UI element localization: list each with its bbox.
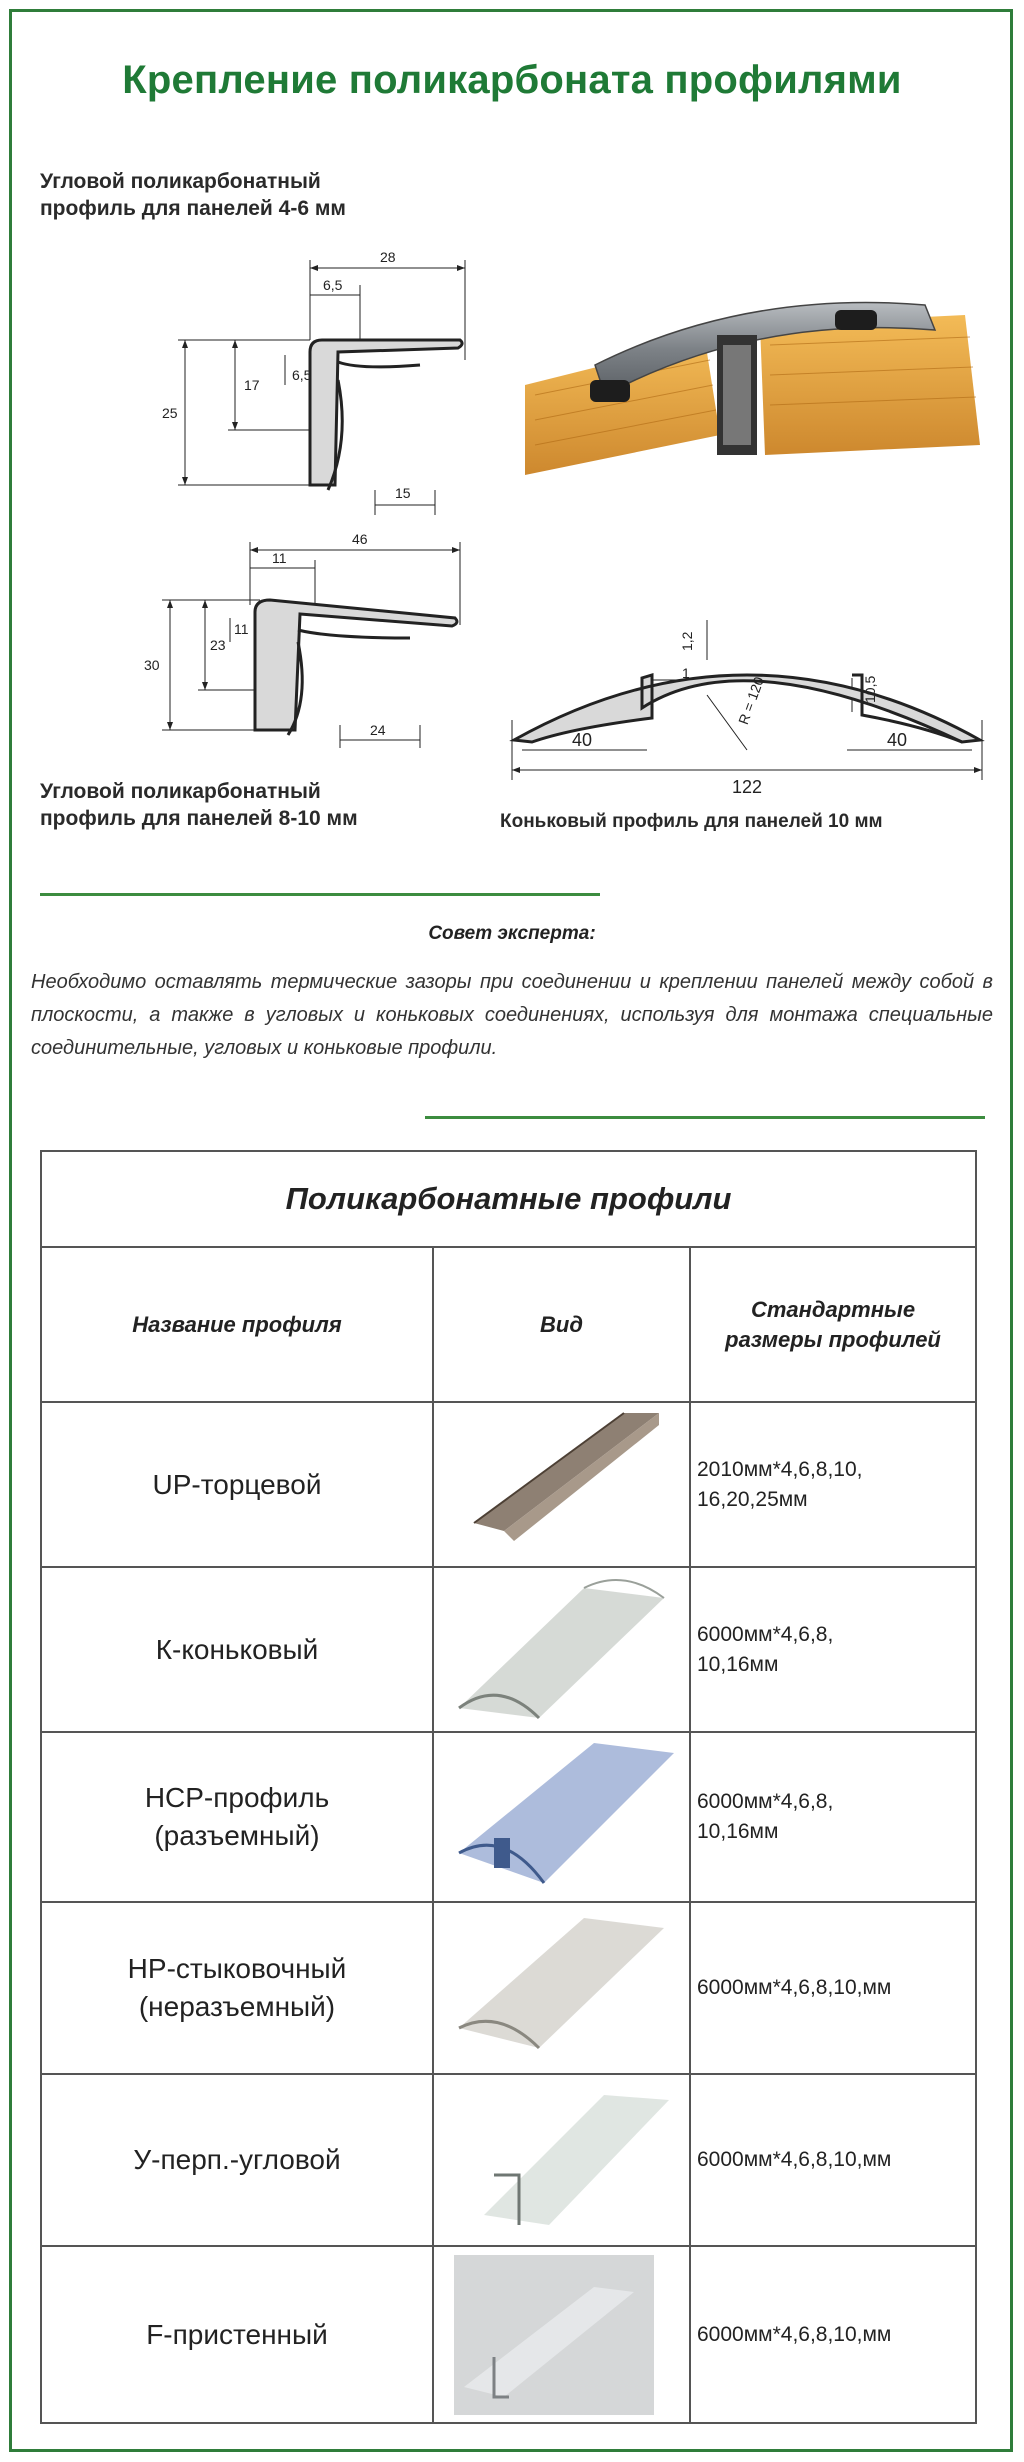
profile-name-line1: F-пристенный xyxy=(146,2318,328,2350)
dim-40-right: 40 xyxy=(887,730,908,750)
tip-heading: Совет эксперта: xyxy=(428,923,596,944)
profile-name xyxy=(42,1403,432,1566)
header-sizes-line2: размеры профилей xyxy=(725,1326,941,1352)
profile-image xyxy=(434,2075,689,2245)
profile-size xyxy=(697,2247,975,2422)
dim-46: 46 xyxy=(352,531,368,547)
profile-name-line1: UP-торцевой xyxy=(152,1468,322,1500)
table-body xyxy=(42,1403,975,2422)
profile-size xyxy=(697,1403,975,1566)
dim-1: 1 xyxy=(682,665,690,681)
profile-name-line2: (неразъемный) xyxy=(138,1991,336,2022)
profile-size xyxy=(697,2075,975,2245)
dim-24: 24 xyxy=(370,722,386,738)
profile-image xyxy=(434,1903,689,2073)
profile-name-line2: (разъемный) xyxy=(154,1820,320,1851)
profile-size-line1: 6000мм*4,6,8,10,мм xyxy=(697,2322,892,2346)
profile-name-line1: HCP-профиль xyxy=(144,1782,330,1813)
profile-size-line2: 10,16мм xyxy=(697,1652,779,1676)
dim-6-5-top: 6,5 xyxy=(323,277,343,293)
corner-small-caption-line1: Угловой поликарбонатный xyxy=(40,170,321,193)
profile-name-line1: HP-стыковочный xyxy=(127,1953,347,1984)
hp-profile-image xyxy=(434,1903,689,2075)
dim-1-2: 1,2 xyxy=(679,631,695,651)
profiles-table xyxy=(40,1150,977,2424)
ridge-profile-image xyxy=(434,1568,689,1733)
profile-name-line1: У-перп.-угловой xyxy=(133,2144,341,2175)
dim-15: 15 xyxy=(395,485,411,501)
profile-size xyxy=(697,1733,975,1901)
profile-size-line2: 10,16мм xyxy=(697,1820,779,1843)
corner-small-caption xyxy=(40,168,346,222)
table-row xyxy=(42,2247,975,2422)
corner-small-drawing xyxy=(160,240,490,530)
hcp-profile-image xyxy=(434,1733,689,1903)
profile-size xyxy=(697,1903,975,2073)
profile-size-line1: 6000мм*4,6,8, xyxy=(697,1622,834,1646)
dim-r-120: R = 120 xyxy=(735,674,767,727)
profile-name xyxy=(42,2247,432,2422)
header-name: Название профиля xyxy=(42,1248,432,1403)
table-row xyxy=(42,1903,975,2075)
profile-image xyxy=(434,2247,689,2422)
profile-name xyxy=(42,1733,432,1901)
profile-image xyxy=(434,1568,689,1731)
dim-23: 23 xyxy=(210,637,226,653)
dim-6-5-inner: 6,5 xyxy=(292,367,312,383)
profile-size-line1: 2010мм*4,6,8,10, xyxy=(697,1457,863,1481)
profile-name xyxy=(42,1568,432,1731)
header-sizes-line1: Стандартные xyxy=(750,1296,916,1322)
corner-small-caption-line2: профиль для панелей 4-6 мм xyxy=(40,197,346,220)
table-row xyxy=(42,1403,975,1568)
corner-large-caption-line2: профиль для панелей 8-10 мм xyxy=(40,807,358,830)
profile-size xyxy=(697,1568,975,1731)
profile-name xyxy=(42,2075,432,2245)
dim-40-left: 40 xyxy=(572,730,593,750)
profile-name-line1: К-коньковый xyxy=(155,1633,319,1665)
profile-size-line1: 6000мм*4,6,8, xyxy=(697,1790,834,1813)
corner-profile-image xyxy=(434,2075,689,2247)
dim-10-5: 10,5 xyxy=(862,675,878,703)
divider-top xyxy=(40,893,600,896)
dim-11-top: 11 xyxy=(272,550,287,566)
ridge-profile-drawing xyxy=(492,600,1002,800)
table-title: Поликарбонатные профили xyxy=(42,1152,975,1248)
profile-image xyxy=(434,1403,689,1566)
header-sizes xyxy=(691,1248,975,1403)
ridge-profile-photo xyxy=(505,285,985,500)
header-view: Вид xyxy=(434,1248,689,1403)
dim-30: 30 xyxy=(144,657,160,673)
up-profile-image xyxy=(434,1403,689,1568)
table-row xyxy=(42,1733,975,1903)
dim-11-inner: 11 xyxy=(234,621,249,637)
tip-text: Необходимо оставлять термические зазоры при соединении и креплении панелей между собой в плоскости, а также в угловых и коньковых соединениях, используя для монтажа специальные соединительные, угловых и коньковые профили. xyxy=(31,971,993,1059)
page-title: Крепление поликарбоната профилями xyxy=(122,58,902,102)
profile-size-line1: 6000мм*4,6,8,10,мм xyxy=(697,2148,892,2171)
corner-large-caption-line1: Угловой поликарбонатный xyxy=(40,780,321,803)
divider-bottom xyxy=(425,1116,985,1119)
profile-name xyxy=(42,1903,432,2073)
table-row xyxy=(42,1568,975,1733)
corner-large-drawing xyxy=(130,530,480,750)
profile-size-line2: 16,20,25мм xyxy=(697,1487,808,1511)
f-profile-image xyxy=(434,2247,689,2422)
dim-25: 25 xyxy=(162,405,178,421)
ridge-caption: Коньковый профиль для панелей 10 мм xyxy=(500,811,883,832)
profile-size-line1: 6000мм*4,6,8,10,мм xyxy=(697,1976,892,1999)
dim-122: 122 xyxy=(732,777,763,797)
corner-large-caption xyxy=(40,778,358,832)
dim-17: 17 xyxy=(244,377,260,393)
profile-image xyxy=(434,1733,689,1901)
dim-28: 28 xyxy=(380,249,396,265)
table-row xyxy=(42,2075,975,2247)
